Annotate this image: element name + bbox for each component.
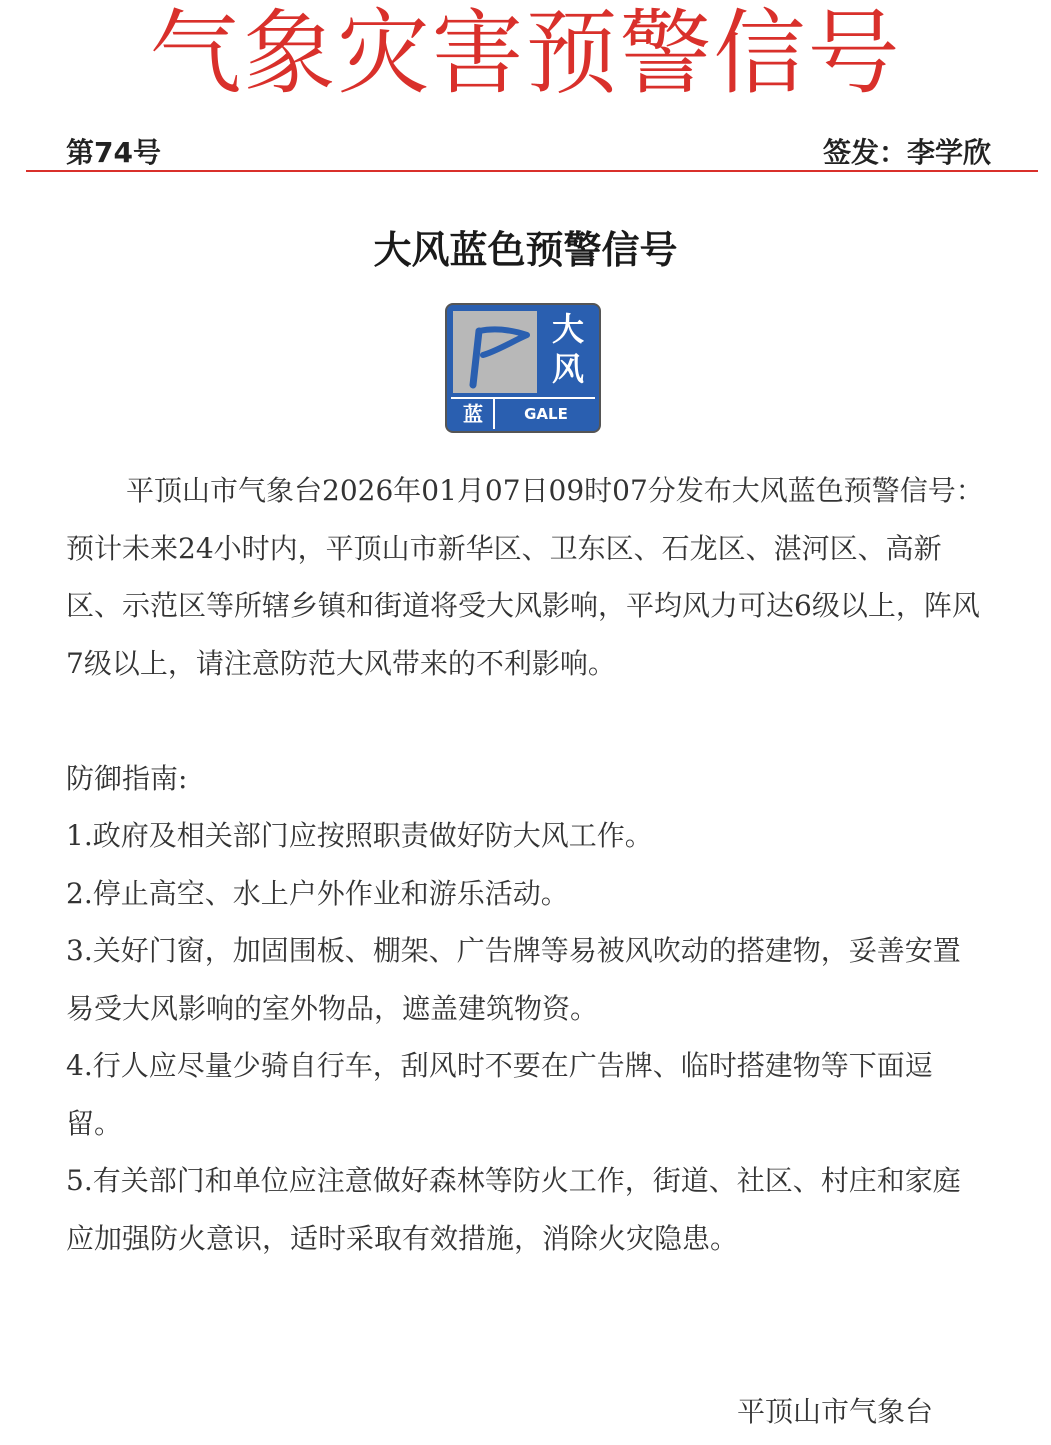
issue-number: 第74号 (66, 136, 161, 169)
guide-item: 3.关好门窗，加固围板、棚架、广告牌等易被风吹动的搭建物，妥善安置易受大风影响的室外物品，遮盖建筑物资。 (66, 934, 961, 1025)
notice-paragraph: 平顶山市气象台2026年01月07日09时07分发布大风蓝色预警信号：预计未来24小时内，平顶山市新华区、卫东区、石龙区、湛河区、高新区、示范区等所辖乡镇和街道将受大风影响，平均风力可达6级以上，阵风7级以上，请注意防范大风带来的不利影响。 (66, 474, 984, 680)
guide-item: 2.停止高空、水上户外作业和游乐活动。 (66, 876, 569, 910)
badge-line1: 大 (551, 310, 584, 348)
notice-body (66, 462, 986, 1267)
guide-heading: 防御指南: (66, 761, 188, 795)
signer: 签发：李学欣 (822, 136, 991, 169)
badge-line2: 风 (551, 350, 584, 388)
guide-item: 5.有关部门和单位应注意做好森林等防火工作，街道、社区、村庄和家庭应加强防火意识，适时采取有效措施，消除火灾隐患。 (66, 1164, 961, 1255)
issuer-signature: 平顶山市气象台 (736, 1395, 933, 1428)
warning-badge (447, 305, 599, 431)
badge-hazard-name (541, 309, 595, 395)
header-divider (26, 170, 1038, 172)
badge-english-label: GALE (524, 405, 568, 423)
wind-flag-icon (453, 311, 537, 393)
badge-separator (493, 399, 495, 429)
badge-color-label: 蓝 (463, 402, 483, 426)
spacer (66, 692, 986, 750)
guide-item: 4.行人应尽量少骑自行车，刮风时不要在广告牌、临时搭建物等下面逗留。 (66, 1049, 933, 1140)
guide-item: 1.政府及相关部门应按照职责做好防大风工作。 (66, 819, 653, 852)
notice-title: 大风蓝色预警信号 (373, 228, 678, 272)
masthead-title: 气象灾害预警信号 (149, 0, 902, 107)
